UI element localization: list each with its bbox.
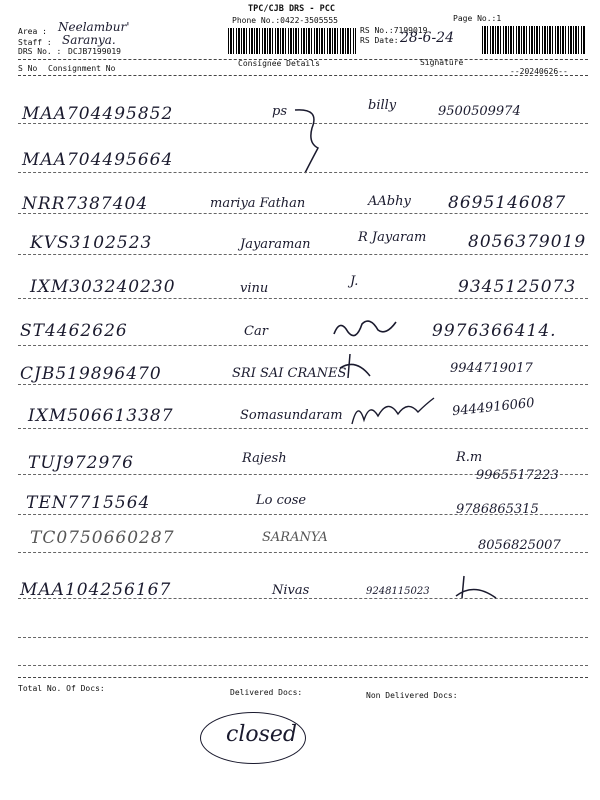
total-docs-label: Total No. Of Docs: <box>18 684 105 693</box>
column-signature: Signature <box>420 58 464 67</box>
column-consignee: Consignee Details <box>238 59 320 68</box>
row-phone: 9786865315 <box>456 502 539 517</box>
staff-value: Saranya. <box>62 33 116 47</box>
row-signature: J. <box>350 274 359 289</box>
row-signature: AAbhy <box>368 194 411 209</box>
row-consignee: mariya Fathan <box>210 196 306 211</box>
phone-number: Phone No.:0422-3505555 <box>232 16 338 25</box>
row-consignment: NRR7387404 <box>22 194 149 214</box>
row-phone: 9345125073 <box>458 277 577 297</box>
row-line <box>18 637 588 638</box>
delivered-docs-label: Delivered Docs: <box>230 688 303 697</box>
row-consignee: Rajesh <box>242 451 287 466</box>
row-consignment: TUJ972976 <box>28 453 134 473</box>
row-line <box>18 172 588 173</box>
row-line <box>18 384 588 385</box>
row-line <box>18 665 588 666</box>
row-signature: R Jayaram <box>358 230 427 245</box>
rs-date-value: 28-6-24 <box>400 30 454 46</box>
barcode-left <box>228 28 356 54</box>
row-consignee: ps <box>272 104 287 119</box>
bracket-mark <box>290 108 330 178</box>
row-consignment: MAA704495852 <box>22 104 174 124</box>
row-line <box>18 298 588 299</box>
row-line <box>18 428 588 429</box>
row-consignee: Somasundaram <box>240 408 343 423</box>
row-consignment: CJB519896470 <box>20 364 162 384</box>
row-consignment: KVS3102523 <box>30 233 153 253</box>
row-consignment: TC0750660287 <box>30 528 175 548</box>
non-delivered-docs-label: Non Delivered Docs: <box>366 691 458 700</box>
row-phone: 8056825007 <box>478 538 561 553</box>
row-phone: 9976366414. <box>432 321 557 341</box>
row-phone: 9944719017 <box>450 361 533 376</box>
row-signature: R.m <box>456 450 483 465</box>
row-phone: 9500509974 <box>438 104 521 119</box>
barcode-right <box>482 26 586 54</box>
signature-scribble <box>336 350 376 384</box>
signature-scribble <box>454 572 500 602</box>
row-consignee: Lo cose <box>256 493 307 508</box>
row-consignee: SRI SAI CRANES <box>232 366 347 381</box>
column-consignment: Consignment No <box>48 64 116 73</box>
page-number: Page No.:1 <box>453 14 502 23</box>
row-consignment: TEN7715564 <box>26 493 151 513</box>
row-consignee: Jayaraman <box>240 237 311 252</box>
document-title: TPC/CJB DRS - PCC <box>248 4 335 14</box>
row-consignment: MAA704495664 <box>22 150 174 170</box>
area-label: Area : <box>18 27 47 36</box>
row-phone: 9444916060 <box>451 395 536 420</box>
row-consignee: vinu <box>240 281 269 296</box>
row-consignee: SARANYA <box>262 530 328 545</box>
header-divider-bottom <box>18 75 588 76</box>
rs-number: RS No.:7199019 <box>360 26 428 35</box>
area-value: Neelambur' <box>58 20 130 34</box>
row-line <box>18 345 588 346</box>
row-signature: billy <box>368 98 397 113</box>
signature-scribble <box>330 314 400 342</box>
row-consignee: Car <box>244 324 268 339</box>
closed-note: closed <box>226 722 297 747</box>
drs-no-value: DCJB7199019 <box>68 47 121 56</box>
row-phone: 9248115023 <box>366 586 430 597</box>
rs-date-label: RS Date: <box>360 36 399 45</box>
row-consignment: ST4462626 <box>20 321 128 341</box>
footer-divider <box>18 677 588 678</box>
row-consignee: Nivas <box>272 583 310 598</box>
signature-scribble <box>348 394 438 430</box>
row-line <box>18 254 588 255</box>
column-sno: S No <box>18 64 38 73</box>
column-date-code: --20240626-- <box>510 67 568 76</box>
staff-label: Staff : <box>18 38 52 47</box>
row-consignment: IXM303240230 <box>30 277 176 297</box>
row-consignment: MAA104256167 <box>20 580 172 600</box>
drs-no-label: DRS No. : <box>18 47 62 56</box>
row-phone: 8056379019 <box>468 232 587 252</box>
row-phone: 8695146087 <box>448 193 567 213</box>
row-phone: 9965517223 <box>476 468 559 483</box>
row-consignment: IXM506613387 <box>28 406 174 426</box>
